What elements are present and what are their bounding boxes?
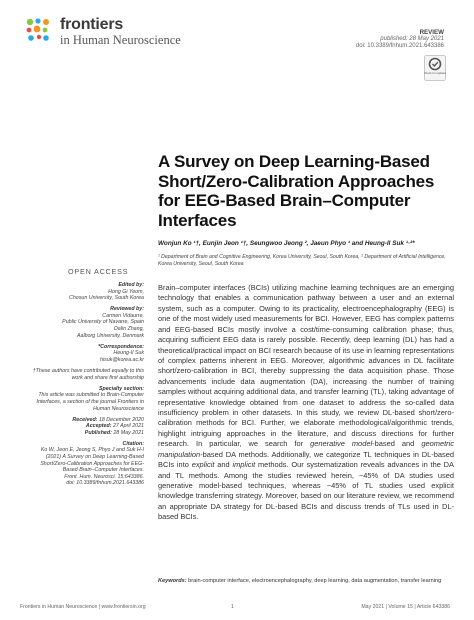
page-number: 1 [231,604,234,610]
frontiers-logo-icon [24,16,52,44]
reviewer-affiliation: Public University of Navarre, Spain [62,319,144,326]
citation-block [28,441,144,487]
reviewed-by-block [28,306,144,339]
brand-name: frontiers [60,16,124,33]
check-badge-label: Check for updates [424,71,446,75]
equal-contribution-note: †These authors have contributed equally to this work and share first authorship [32,368,144,381]
abstract-text: -based DA methods. Additionally, we categorize TL techniques in DL-based BCIs into [158,449,454,470]
article-type: REVIEW [419,29,444,36]
correspondence-name: Heung-Il Suk [113,350,144,357]
reviewer-name: Carmen Vidaurre, [102,312,144,319]
specialty-block [28,386,144,412]
dates-block [28,417,144,437]
citation-text: Ko W, Jeon E, Jeong S, Phyo J and Suk H-I (2021) A Survey on Deep Learning-Based Short/Zero-Calibration Approaches for EEG-Based Brain–Computer Interfaces. [40,447,144,474]
abstract-text: -based and [372,439,415,449]
edited-by-label: Edited by: [118,282,144,288]
published-date: published: 28 May 2021 [380,36,444,42]
article-info-sidebar [28,282,144,492]
abstract-emphasis: implicit [232,460,256,470]
citation-label: Citation: [122,440,144,447]
received-label: Received: [72,416,98,423]
correspondence-block [28,344,144,364]
keywords-text: brain-computer interface, electroencephalography, deep learning, data augmentation, transfer learning [188,578,442,584]
editor-name: Hong Gi Yeom, [108,288,144,295]
affiliations: ¹ Department of Brain and Cognitive Engineering, Korea University, Seoul, South Korea, ² Department of Artificial Intelligence, Korea University, Seoul, South Korea [158,254,446,267]
abstract-emphasis: generative model [310,439,373,449]
abstract [158,283,454,523]
open-access-label: OPEN ACCESS [68,267,129,276]
citation-doi[interactable]: doi: 10.3389/fnhum.2021.643386 [66,480,144,487]
correspondence-label: *Correspondence: [98,343,144,350]
received-date: 18 December 2020 [98,416,144,423]
correspondence-email[interactable]: hisuk@korea.ac.kr [100,356,144,363]
abstract-emphasis: explicit [191,460,215,470]
check-for-updates-icon[interactable] [424,55,446,81]
specialty-label: Specialty section: [98,385,144,392]
reviewed-by-label: Reviewed by: [110,306,144,313]
journal-name: in Human Neuroscience [60,33,181,47]
published-label: Published: [84,429,112,436]
specialty-text: This article was submitted to Brain-Computer Interfaces, a section of the journal Frontiers in Human Neuroscience [36,392,144,412]
keywords [158,578,454,585]
footer-issue: May 2021 | Volume 15 | Article 643386 [361,604,450,610]
editor-affiliation: Chosun University, South Korea [69,295,144,302]
reviewer-affiliation: Aalborg University, Denmark [76,332,144,339]
footer-journal[interactable]: Frontiers in Human Neuroscience | www.frontiersin.org [20,604,146,610]
citation-journal: Front. Hum. Neurosci. 15:643386. [64,473,144,480]
reviewer-name: Dalin Zhang, [113,326,144,333]
accepted-label: Accepted: [85,423,112,430]
doi-link[interactable]: doi: 10.3389/fnhum.2021.643386 [355,43,444,49]
published-date-sidebar: 28 May 2021 [113,429,144,436]
abstract-text: and [217,460,230,470]
abstract-emphasis: geometric manipulation [158,439,454,459]
abstract-text: Brain–computer interfaces (BCIs) utilizing machine learning techniques are an emerging technology that enables a communication pathway between a user and an external system, such as a computer. Owing to its practicality, electroencephalography (EEG) is one of the most widely used measurements for BCI. However, EEG has complex patterns and EEG-based BCIs mostly involve a cost/time-consuming calibration phase; thus, acquiring sufficient EEG data is rarely possible. Recently, deep learning (DL) has had a theoretical/practical impact on BCI research because of its use in learning representations of complex patterns inherent in EEG. Moreover, algorithmic advances in DL facilitate short/zero-calibration in BCI, thereby suppressing the data acquisition phase. Those advancements include data augmentation (DA), increasing the number of training samples without acquiring additional data, and transfer learning (TL), taking advantage of representative knowledge obtained from one dataset to address the so-called data insufficiency problem in other datasets. In this study, we review DL-based short/zero-calibration methods for BCI. Further, we elaborate methodological/algorithmic trends, highlight intriguing approaches in the literature, and discuss directions for further research. In particular, we search for [158,283,454,449]
keywords-label: Keywords: [158,578,187,584]
accepted-date: 27 April 2021 [112,423,144,430]
abstract-text: methods. Our systematization reveals advances in the DA and TL methods. Among the studies reviewed herein, ~45% of DA studies used generative model-based techniques, whereas ~45% of TL studies used explicit knowledge transferring strategy. Moreover, based on our literature review, we recommend an appropriate DA strategy for DL-based BCIs and discuss trends of TLs used in DL-based BCIs. [158,460,454,522]
article-title: A Survey on Deep Learning-Based Short/Zero-Calibration Approaches for EEG-Based Brain–Computer Interfaces [158,152,435,230]
author-list: Wonjun Ko ¹†, Eunjin Jeon ¹†, Seungwoo Jeong ², Jaeun Phyo ¹ and Heung-Il Suk ¹·²* [158,240,415,247]
edited-by-block [28,282,144,302]
